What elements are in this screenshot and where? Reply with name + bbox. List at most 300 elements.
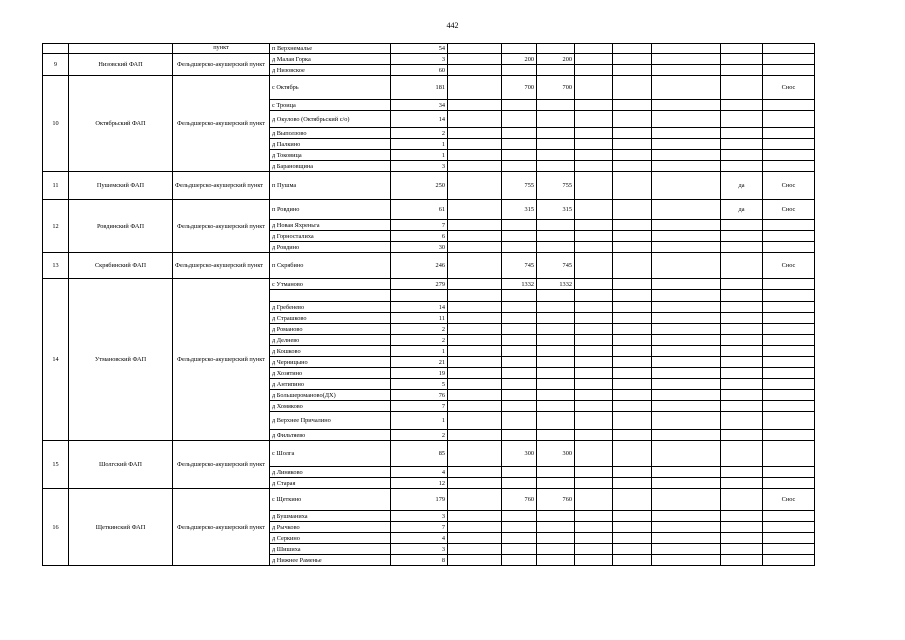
- value1-cell: [502, 128, 537, 139]
- value2-cell: [537, 100, 575, 111]
- empty-cell: [575, 76, 613, 100]
- note-cell: [763, 242, 815, 253]
- population-cell: 4: [391, 467, 448, 478]
- yes-cell: [721, 111, 763, 128]
- empty-cell: [575, 172, 613, 200]
- row-number-cell: 13: [43, 253, 69, 279]
- value1-cell: 700: [502, 76, 537, 100]
- empty-cell: [448, 430, 502, 441]
- value1-cell: [502, 544, 537, 555]
- table-row: [43, 172, 815, 200]
- population-cell: 7: [391, 522, 448, 533]
- note-cell: [763, 522, 815, 533]
- empty-cell: [613, 139, 652, 150]
- facilities-table: [42, 43, 815, 566]
- population-cell: 2: [391, 430, 448, 441]
- empty-cell: [652, 231, 721, 242]
- note-cell: [763, 290, 815, 302]
- value2-cell: [537, 544, 575, 555]
- value2-cell: 300: [537, 441, 575, 467]
- empty-cell: [613, 390, 652, 401]
- yes-cell: [721, 242, 763, 253]
- settlement-cell: д Верхнее Причалино: [270, 412, 391, 430]
- empty-cell: [448, 313, 502, 324]
- value2-cell: 760: [537, 489, 575, 511]
- yes-cell: [721, 379, 763, 390]
- empty-cell: [652, 220, 721, 231]
- settlement-cell: [270, 290, 391, 302]
- empty-cell: [448, 511, 502, 522]
- value2-cell: [537, 313, 575, 324]
- empty-cell: [575, 54, 613, 65]
- facility-type-cell: Фельдшерско-акушерский пункт: [173, 441, 270, 489]
- empty-cell: [652, 150, 721, 161]
- facility-name-cell: Щеткинский ФАП: [69, 489, 173, 566]
- empty-cell: [613, 290, 652, 302]
- empty-cell: [575, 324, 613, 335]
- empty-cell: [575, 302, 613, 313]
- value1-cell: [502, 346, 537, 357]
- note-cell: [763, 231, 815, 242]
- value1-cell: [502, 401, 537, 412]
- facility-name-cell: Шолгский ФАП: [69, 441, 173, 489]
- value1-cell: [502, 100, 537, 111]
- empty-cell: [652, 324, 721, 335]
- note-cell: [763, 533, 815, 544]
- empty-cell: [448, 253, 502, 279]
- value2-cell: [537, 111, 575, 128]
- empty-cell: [652, 412, 721, 430]
- facility-type-cell: Фельдшерско-акушерский пункт: [173, 76, 270, 172]
- empty-cell: [575, 44, 613, 54]
- population-cell: 11: [391, 313, 448, 324]
- empty-cell: [613, 368, 652, 379]
- empty-cell: [652, 313, 721, 324]
- population-cell: 2: [391, 128, 448, 139]
- empty-cell: [448, 65, 502, 76]
- empty-cell: [448, 346, 502, 357]
- empty-cell: [613, 401, 652, 412]
- empty-cell: [652, 401, 721, 412]
- facility-name-cell: Скрябинский ФАП: [69, 253, 173, 279]
- value2-cell: [537, 335, 575, 346]
- empty-cell: [575, 511, 613, 522]
- empty-cell: [575, 522, 613, 533]
- empty-cell: [448, 290, 502, 302]
- note-cell: [763, 478, 815, 489]
- value2-cell: [537, 346, 575, 357]
- empty-cell: [502, 44, 537, 54]
- empty-cell: [575, 128, 613, 139]
- yes-cell: [721, 220, 763, 231]
- empty-cell: [575, 253, 613, 279]
- empty-cell: [575, 533, 613, 544]
- note-cell: Снос: [763, 76, 815, 100]
- settlement-cell: д Старая: [270, 478, 391, 489]
- value2-cell: 755: [537, 172, 575, 200]
- settlement-cell: д Горносталиха: [270, 231, 391, 242]
- empty-cell: [448, 172, 502, 200]
- value1-cell: [502, 412, 537, 430]
- empty-cell: [448, 489, 502, 511]
- note-cell: [763, 161, 815, 172]
- empty-cell: [613, 533, 652, 544]
- empty-cell: [448, 76, 502, 100]
- empty-cell: [652, 65, 721, 76]
- row-number-cell: 15: [43, 441, 69, 489]
- value1-cell: [502, 335, 537, 346]
- settlement-cell: д Антипино: [270, 379, 391, 390]
- empty-cell: [613, 65, 652, 76]
- empty-cell: [575, 467, 613, 478]
- table-row: [43, 253, 815, 279]
- note-cell: [763, 467, 815, 478]
- settlement-cell: д Черницыно: [270, 357, 391, 368]
- yes-cell: [721, 346, 763, 357]
- yes-cell: [721, 544, 763, 555]
- yes-cell: [721, 290, 763, 302]
- population-cell: 12: [391, 478, 448, 489]
- facility-type-cell: Фельдшерско-акушерский пункт: [173, 172, 270, 200]
- note-cell: [763, 346, 815, 357]
- empty-cell: [652, 302, 721, 313]
- empty-cell: [575, 313, 613, 324]
- note-cell: [763, 128, 815, 139]
- facility-type-cell: Фельдшерско-акушерский пункт: [173, 54, 270, 76]
- settlement-cell: д Выползово: [270, 128, 391, 139]
- yes-cell: [721, 522, 763, 533]
- empty-cell: [652, 139, 721, 150]
- empty-cell: [613, 430, 652, 441]
- value1-cell: 760: [502, 489, 537, 511]
- value1-cell: 315: [502, 200, 537, 220]
- table-row: [43, 200, 815, 220]
- empty-cell: [613, 441, 652, 467]
- empty-cell: [575, 139, 613, 150]
- value2-cell: 700: [537, 76, 575, 100]
- empty-cell: [575, 346, 613, 357]
- note-cell: [763, 100, 815, 111]
- empty-cell: [575, 357, 613, 368]
- value2-cell: [537, 357, 575, 368]
- empty-cell: [575, 441, 613, 467]
- row-number-cell: 9: [43, 54, 69, 76]
- population-cell: 34: [391, 100, 448, 111]
- row-number-cell: 16: [43, 489, 69, 566]
- empty-cell: [613, 357, 652, 368]
- empty-cell: [613, 231, 652, 242]
- empty-cell: [652, 555, 721, 566]
- value1-cell: [502, 390, 537, 401]
- settlement-cell: д Нижнее Раменье: [270, 555, 391, 566]
- empty-cell: [448, 478, 502, 489]
- empty-cell: [652, 368, 721, 379]
- note-cell: [763, 220, 815, 231]
- value2-cell: [537, 150, 575, 161]
- empty-cell: [448, 390, 502, 401]
- settlement-cell: д Рычково: [270, 522, 391, 533]
- empty-cell: [575, 489, 613, 511]
- value1-cell: [502, 161, 537, 172]
- row-number-cell: 10: [43, 76, 69, 172]
- yes-cell: [721, 313, 763, 324]
- value2-cell: [537, 467, 575, 478]
- population-cell: 85: [391, 441, 448, 467]
- empty-cell: [652, 200, 721, 220]
- population-cell: 250: [391, 172, 448, 200]
- empty-cell: [613, 220, 652, 231]
- value2-cell: [537, 555, 575, 566]
- value2-cell: [537, 65, 575, 76]
- empty-cell: [652, 522, 721, 533]
- empty-cell: [721, 44, 763, 54]
- yes-cell: [721, 489, 763, 511]
- empty-cell: [575, 279, 613, 290]
- empty-cell: [575, 401, 613, 412]
- row-number-cell: 11: [43, 172, 69, 200]
- settlement-cell: д Палкино: [270, 139, 391, 150]
- empty-cell: [613, 279, 652, 290]
- note-cell: Снос: [763, 489, 815, 511]
- value1-cell: [502, 313, 537, 324]
- value2-cell: 1332: [537, 279, 575, 290]
- empty-cell: [537, 44, 575, 54]
- empty-cell: [575, 231, 613, 242]
- yes-cell: [721, 128, 763, 139]
- empty-cell: [613, 324, 652, 335]
- settlement-cell: д Бушманиха: [270, 511, 391, 522]
- note-cell: [763, 279, 815, 290]
- empty-cell: [613, 76, 652, 100]
- population-cell: 279: [391, 279, 448, 290]
- empty-cell: [652, 161, 721, 172]
- value1-cell: 200: [502, 54, 537, 65]
- empty-cell: [613, 544, 652, 555]
- note-cell: [763, 441, 815, 467]
- yes-cell: [721, 511, 763, 522]
- empty-cell: [652, 357, 721, 368]
- empty-cell: [652, 335, 721, 346]
- yes-cell: [721, 76, 763, 100]
- table-row: [43, 489, 815, 511]
- yes-cell: [721, 430, 763, 441]
- yes-cell: [721, 555, 763, 566]
- empty-cell: [448, 111, 502, 128]
- empty-cell: [448, 139, 502, 150]
- empty-cell: [575, 100, 613, 111]
- yes-cell: [721, 139, 763, 150]
- empty-cell: [613, 522, 652, 533]
- empty-cell: [613, 54, 652, 65]
- empty-cell: [613, 111, 652, 128]
- value1-cell: [502, 220, 537, 231]
- settlement-cell: д Делнево: [270, 335, 391, 346]
- empty-cell: [448, 441, 502, 467]
- empty-cell: [652, 76, 721, 100]
- note-cell: [763, 390, 815, 401]
- settlement-cell: д Большероманово(ДХ): [270, 390, 391, 401]
- settlement-cell: д Малая Горка: [270, 54, 391, 65]
- settlement-cell: п Верхнемалье: [270, 44, 391, 54]
- value1-cell: [502, 150, 537, 161]
- settlement-cell: д Барановщина: [270, 161, 391, 172]
- table-row: [43, 54, 815, 65]
- empty-cell: [448, 242, 502, 253]
- value1-cell: [502, 511, 537, 522]
- value2-cell: 200: [537, 54, 575, 65]
- value2-cell: [537, 401, 575, 412]
- empty-cell: [575, 220, 613, 231]
- yes-cell: [721, 478, 763, 489]
- empty-cell: [448, 522, 502, 533]
- note-cell: [763, 302, 815, 313]
- empty-cell: [575, 478, 613, 489]
- empty-cell: [448, 231, 502, 242]
- value1-cell: [502, 467, 537, 478]
- settlement-cell: с Троица: [270, 100, 391, 111]
- value1-cell: [502, 555, 537, 566]
- note-cell: [763, 150, 815, 161]
- note-cell: [763, 324, 815, 335]
- population-cell: 3: [391, 54, 448, 65]
- settlement-cell: д Шишиха: [270, 544, 391, 555]
- population-cell: 14: [391, 111, 448, 128]
- empty-cell: [575, 335, 613, 346]
- facility-name-cell: Утмановский ФАП: [69, 279, 173, 441]
- note-cell: [763, 430, 815, 441]
- settlement-cell: д Страшково: [270, 313, 391, 324]
- empty-cell: [613, 412, 652, 430]
- row-number-cell: 12: [43, 200, 69, 253]
- value2-cell: [537, 139, 575, 150]
- note-cell: [763, 54, 815, 65]
- value2-cell: [537, 242, 575, 253]
- table-row: [43, 44, 815, 54]
- empty-cell: [575, 412, 613, 430]
- value1-cell: 755: [502, 172, 537, 200]
- empty-cell: [448, 161, 502, 172]
- empty-cell: [652, 253, 721, 279]
- empty-cell: [613, 100, 652, 111]
- yes-cell: [721, 533, 763, 544]
- value1-cell: 745: [502, 253, 537, 279]
- value2-cell: 315: [537, 200, 575, 220]
- value2-cell: [537, 302, 575, 313]
- yes-cell: [721, 100, 763, 111]
- value2-cell: [537, 368, 575, 379]
- empty-cell: [652, 111, 721, 128]
- population-cell: 1: [391, 139, 448, 150]
- empty-cell: [575, 379, 613, 390]
- population-cell: 1: [391, 150, 448, 161]
- settlement-cell: д Новая Яхреньга: [270, 220, 391, 231]
- empty-cell: [575, 150, 613, 161]
- note-cell: [763, 65, 815, 76]
- page-number: 442: [446, 21, 459, 30]
- settlement-cell: д Серкино: [270, 533, 391, 544]
- value2-cell: [537, 379, 575, 390]
- empty-cell: [448, 302, 502, 313]
- facility-type-cell: пункт: [173, 44, 270, 54]
- note-cell: [763, 544, 815, 555]
- population-cell: 14: [391, 302, 448, 313]
- yes-cell: [721, 357, 763, 368]
- settlement-cell: д Низовское: [270, 65, 391, 76]
- settlement-cell: д Хомяково: [270, 401, 391, 412]
- empty-cell: [652, 441, 721, 467]
- empty-cell: [613, 172, 652, 200]
- population-cell: 30: [391, 242, 448, 253]
- value2-cell: [537, 522, 575, 533]
- empty-cell: [448, 44, 502, 54]
- settlement-cell: п Ровдино: [270, 200, 391, 220]
- settlement-cell: д Фильтяево: [270, 430, 391, 441]
- empty-cell: [652, 544, 721, 555]
- yes-cell: [721, 368, 763, 379]
- yes-cell: [721, 150, 763, 161]
- yes-cell: да: [721, 172, 763, 200]
- value1-cell: [502, 231, 537, 242]
- empty-cell: [575, 390, 613, 401]
- facility-type-cell: Фельдшерско-акушерский пункт: [173, 253, 270, 279]
- empty-cell: [652, 279, 721, 290]
- settlement-cell: д Кошково: [270, 346, 391, 357]
- note-cell: [763, 511, 815, 522]
- empty-cell: [613, 313, 652, 324]
- population-cell: 5: [391, 379, 448, 390]
- note-cell: [763, 555, 815, 566]
- empty-cell: [613, 555, 652, 566]
- empty-cell: [448, 128, 502, 139]
- note-cell: [763, 412, 815, 430]
- value2-cell: 745: [537, 253, 575, 279]
- empty-cell: [448, 279, 502, 290]
- note-cell: [763, 368, 815, 379]
- population-cell: 3: [391, 511, 448, 522]
- empty-cell: [575, 200, 613, 220]
- note-cell: Снос: [763, 200, 815, 220]
- empty-cell: [575, 242, 613, 253]
- value1-cell: [502, 379, 537, 390]
- empty-cell: [652, 128, 721, 139]
- empty-cell: [652, 100, 721, 111]
- population-cell: 2: [391, 324, 448, 335]
- settlement-cell: д Хозятино: [270, 368, 391, 379]
- population-cell: 61: [391, 200, 448, 220]
- value1-cell: [502, 522, 537, 533]
- population-cell: 6: [391, 231, 448, 242]
- settlement-cell: с Утманово: [270, 279, 391, 290]
- empty-cell: [448, 544, 502, 555]
- settlement-cell: с Щеткино: [270, 489, 391, 511]
- empty-cell: [613, 128, 652, 139]
- empty-cell: [448, 357, 502, 368]
- empty-cell: [575, 111, 613, 128]
- population-cell: 76: [391, 390, 448, 401]
- empty-cell: [652, 511, 721, 522]
- population-cell: 7: [391, 220, 448, 231]
- population-cell: 4: [391, 533, 448, 544]
- empty-cell: [613, 346, 652, 357]
- population-cell: 3: [391, 161, 448, 172]
- empty-cell: [575, 161, 613, 172]
- table-row: [43, 279, 815, 290]
- empty-cell: [448, 220, 502, 231]
- value1-cell: [502, 478, 537, 489]
- table-row: [43, 441, 815, 467]
- yes-cell: [721, 401, 763, 412]
- empty-cell: [575, 65, 613, 76]
